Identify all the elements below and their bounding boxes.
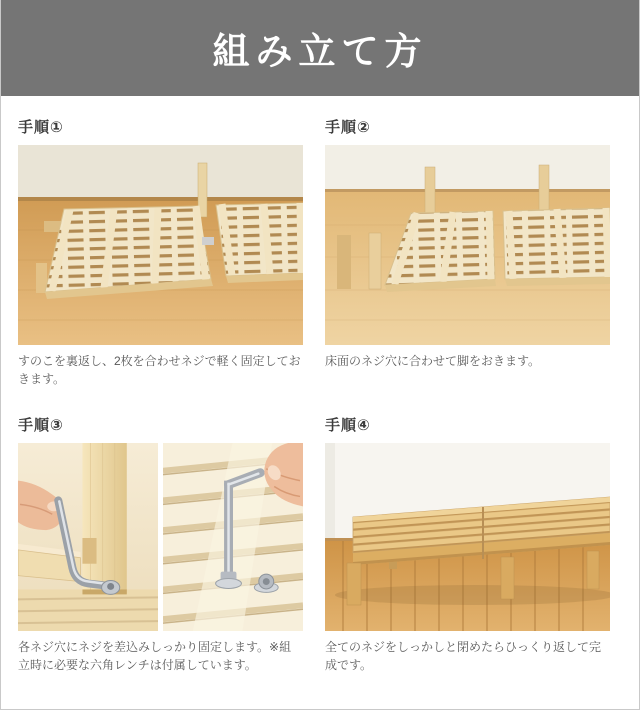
step-3-photo-left-image — [18, 443, 158, 631]
page-title: 組み立て方 — [212, 31, 428, 72]
step-4-caption: 全てのネジをしっかしと閉めたらひっくり返して完成です。 — [325, 640, 602, 672]
step-2-label: 手順② — [325, 119, 371, 136]
step-2-photo-image — [325, 145, 610, 345]
header-bar — [1, 0, 639, 96]
steps-grid — [1, 96, 639, 692]
step-3-caption: 各ネジ穴にネジを差込みしっかり固定します。※組立時に必要な六角レンチは付属しています。 — [18, 640, 292, 672]
step-1-photo — [18, 145, 303, 345]
step-3-label: 手順③ — [18, 417, 64, 434]
step-4-photo-image — [325, 443, 610, 631]
step-4-label: 手順④ — [325, 417, 371, 434]
step-2-photo — [325, 145, 610, 345]
step-4-photo — [325, 443, 610, 631]
step-3-photo-right-image — [163, 443, 303, 631]
step-1-label: 手順① — [18, 119, 64, 136]
step-2-caption: 床面のネジ穴に合わせて脚をおきます。 — [325, 354, 541, 368]
step-1-caption: すのこを裏返し、2枚を合わせネジで軽く固定しておきます。 — [18, 354, 301, 386]
step-3-photo — [18, 443, 303, 631]
step-1-photo-image — [18, 145, 303, 345]
